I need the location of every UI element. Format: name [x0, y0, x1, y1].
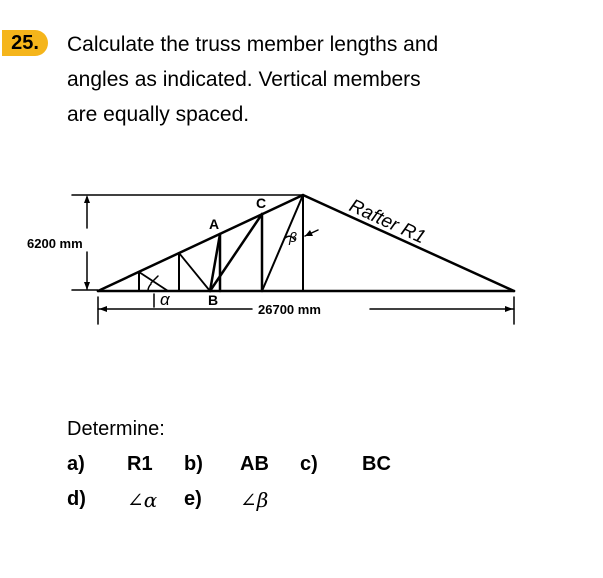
left-rafter [98, 195, 303, 291]
item-b-target: AB [240, 453, 269, 475]
item-e-target: ∠β [240, 488, 269, 512]
item-c-letter: c) [300, 453, 318, 475]
point-c-label: C [256, 195, 267, 211]
height-label: 6200 mm [27, 236, 83, 251]
point-a-label: A [209, 216, 220, 232]
height-arrow-top [84, 195, 90, 203]
point-b-label: B [208, 292, 219, 308]
beta-symbol: β [289, 229, 297, 245]
item-d-target: ∠α [127, 488, 158, 512]
problem-line-3: are equally spaced. [67, 103, 250, 126]
span-arrow-right [505, 306, 513, 312]
item-d-letter: d) [67, 488, 86, 510]
rafter-label: Rafter R1 [345, 195, 429, 249]
item-a-target: R1 [127, 453, 153, 475]
problem-number-badge: 25. [2, 30, 48, 56]
determine-heading: Determine: [67, 418, 165, 440]
height-arrow-bottom [84, 282, 90, 290]
item-c-target: BC [362, 453, 391, 475]
problem-line-1: Calculate the truss member lengths and [67, 33, 439, 56]
span-arrow-left [99, 306, 107, 312]
item-a-letter: a) [67, 453, 85, 475]
item-e-letter: e) [184, 488, 202, 510]
span-label: 26700 mm [258, 302, 321, 317]
problem-line-2: angles as indicated. Vertical members [67, 68, 421, 91]
diagonal-2 [179, 253, 210, 291]
alpha-symbol: α [160, 290, 170, 309]
item-b-letter: b) [184, 453, 203, 475]
